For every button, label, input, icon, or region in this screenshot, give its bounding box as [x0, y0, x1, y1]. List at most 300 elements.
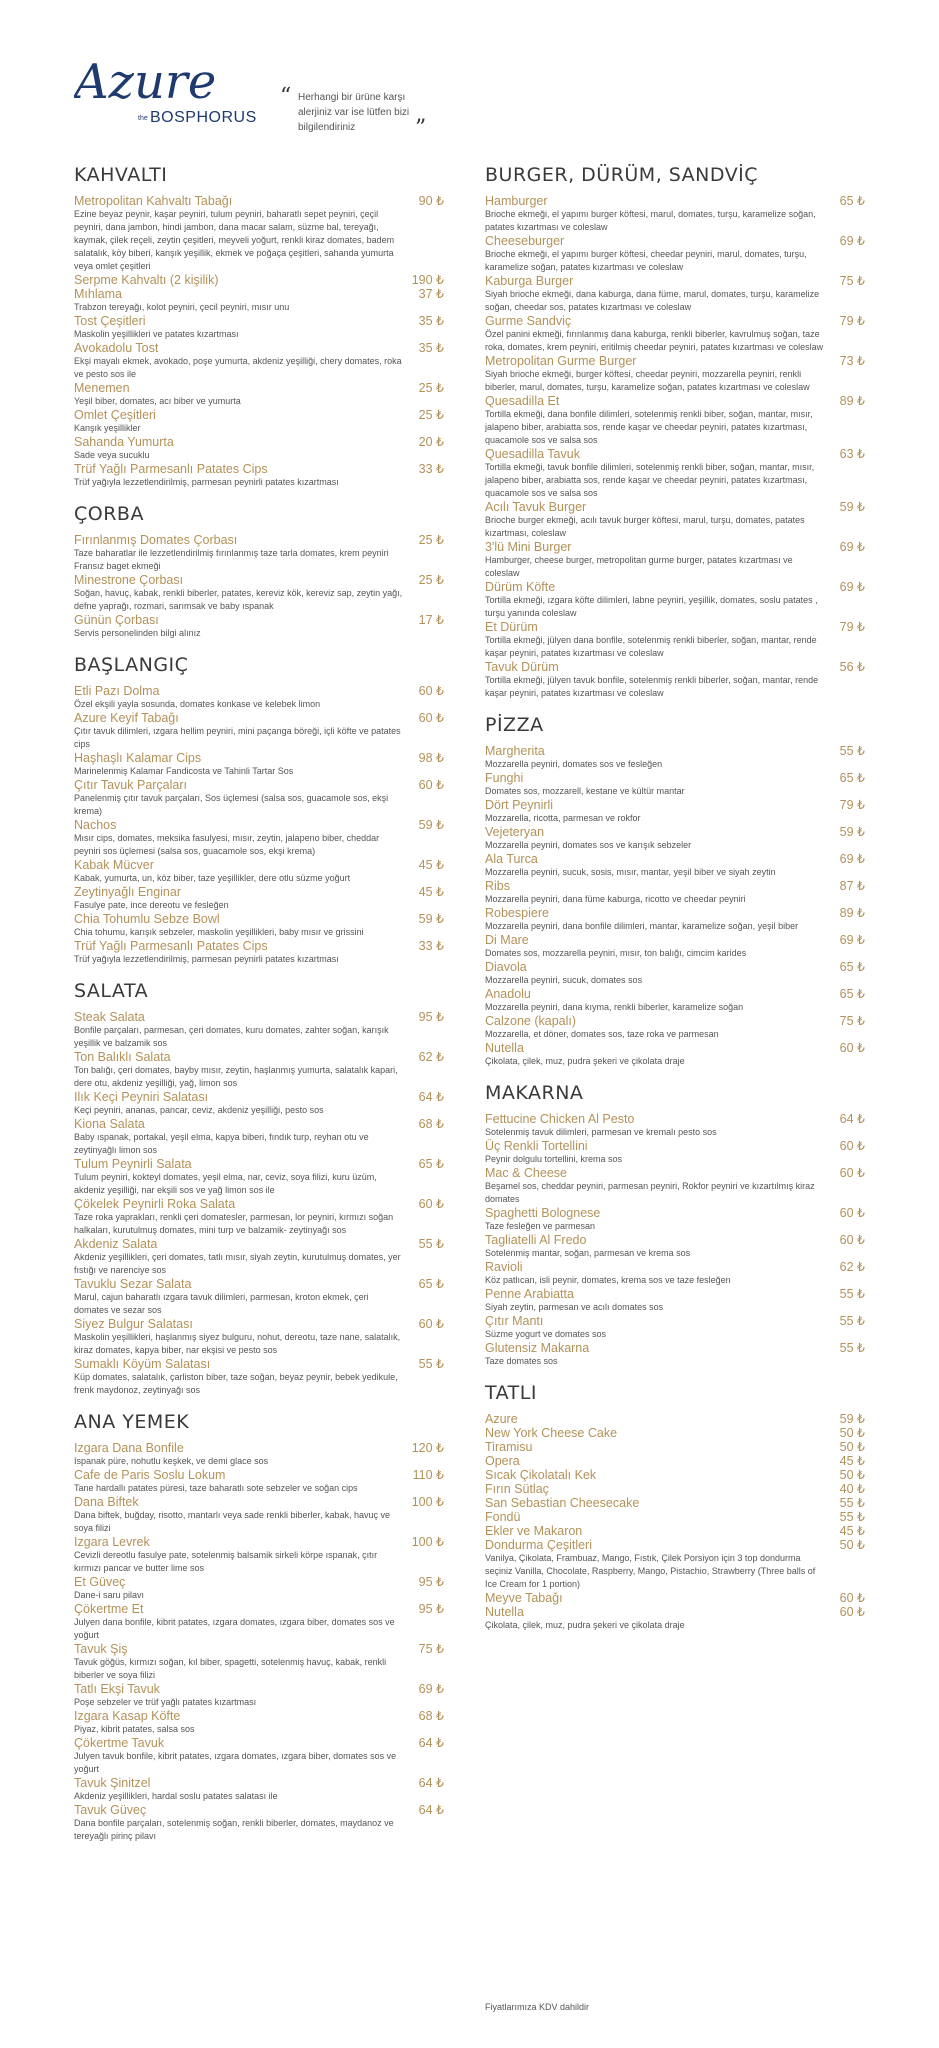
item-price: 60 ₺ — [418, 778, 444, 792]
item-name: Etli Pazı Dolma — [74, 684, 160, 698]
item-name: Zeytinyağlı Enginar — [74, 885, 182, 899]
item-name: Tavuk Dürüm — [485, 660, 559, 674]
item-price: 62 ₺ — [418, 1050, 444, 1064]
item-price: 56 ₺ — [839, 660, 865, 674]
item-price: 55 ₺ — [839, 1314, 865, 1328]
item-description: Taze domates sos — [485, 1356, 558, 1366]
item-price: 45 ₺ — [839, 1454, 865, 1468]
item-name: Vejeteryan — [485, 825, 545, 839]
menu-item — [74, 1197, 444, 1237]
menu-item — [74, 408, 444, 435]
item-name: Sumaklı Köyüm Salatası — [74, 1357, 211, 1371]
menu-item — [74, 1682, 444, 1709]
item-price: 89 ₺ — [839, 906, 865, 920]
menu-item — [485, 1112, 865, 1139]
item-price: 33 ₺ — [418, 939, 444, 953]
item-price: 95 ₺ — [418, 1602, 444, 1616]
item-description: Julyen tavuk bonfile, kibrit patates, ızgara domates, ızgara biber, domates sos ve yoğurt — [74, 1751, 397, 1774]
item-description: Tortilla ekmeği, jülyen dana bonfile, sotelenmiş renkli biberler, soğan, mantar, rende kaşar peyniri, patates kızartması ve coleslaw — [485, 635, 817, 658]
item-name: San Sebastian Cheesecake — [485, 1496, 640, 1510]
item-price: 45 ₺ — [839, 1524, 865, 1538]
item-price: 75 ₺ — [418, 1642, 444, 1656]
item-description: Sotelenmiş mantar, soğan, parmesan ve krema sos — [485, 1248, 691, 1258]
menu-item — [74, 1495, 444, 1535]
item-description: Trüf yağıyla lezzetlendirilmiş, parmesan peynirli patates kızartması — [74, 954, 339, 964]
item-description: Maskolin yeşillikleri, haşlanmış siyez bulguru, nohut, dereotu, taze nane, salatalık, kiraz domates, kapya biber, nar ekşisi ve pesto sos — [74, 1332, 401, 1355]
item-name: Ekler ve Makaron — [485, 1524, 583, 1538]
item-price: 17 ₺ — [418, 613, 444, 627]
item-price: 65 ₺ — [418, 1277, 444, 1291]
item-description: Mozzarella peyniri, sucuk, domates sos — [485, 975, 643, 985]
item-name: Et Güveç — [74, 1575, 126, 1589]
menu-item — [485, 500, 865, 540]
item-description: Akdeniz yeşillikleri, çeri domates, tatlı mısır, siyah zeytin, kurutulmuş domates, yer fıstığı ve narenciye sos — [74, 1252, 401, 1275]
menu-item — [485, 354, 865, 394]
item-description: Tortilla ekmeği, jülyen tavuk bonfile, sotelenmiş renkli biberler, soğan, mantar, rende kaşar peyniri, patates kızartması ve coleslaw — [485, 675, 819, 698]
item-name: Penne Arabiatta — [485, 1287, 574, 1301]
menu-item — [485, 1287, 865, 1314]
item-description: Maskolin yeşillikleri ve patates kızartması — [74, 329, 239, 339]
menu-item — [74, 912, 444, 939]
item-price: 60 ₺ — [839, 1206, 865, 1220]
item-name: Azure Keyif Tabağı — [74, 711, 179, 725]
item-description: Tortilla ekmeği, tavuk bonfile dilimleri, sotelenmiş renkli biber, soğan, mantar, mısır, jalapeno biber, arabiatta sos, rende kaşar ve cheedar peyniri, patates kızartması, quacamole sos ve salsa sos — [485, 462, 815, 498]
item-name: Cafe de Paris Soslu Lokum — [74, 1468, 226, 1482]
menu-section — [74, 654, 444, 966]
menu-item — [485, 194, 865, 234]
item-name: Fırın Sütlaç — [485, 1482, 549, 1496]
item-price: 64 ₺ — [418, 1736, 444, 1750]
allergy-notice — [280, 84, 430, 141]
item-price: 64 ₺ — [839, 1112, 865, 1126]
menu-item — [74, 778, 444, 818]
item-price: 20 ₺ — [418, 435, 444, 449]
item-description: Mozzarella, ricotta, parmesan ve rokfor — [485, 813, 641, 823]
menu-section — [74, 164, 444, 489]
item-price: 190 ₺ — [411, 273, 444, 287]
menu-item — [74, 1642, 444, 1682]
menu-item — [74, 273, 444, 287]
menu-item — [485, 274, 865, 314]
allergy-text: Herhangi bir ürüne karşı alerjiniz var ise lütfen bizi bilgilendiriniz — [298, 92, 410, 133]
menu-item — [485, 1139, 865, 1166]
menu-item — [485, 620, 865, 660]
menu-section — [485, 1082, 865, 1368]
item-price: 79 ₺ — [839, 620, 865, 634]
menu-item — [74, 1709, 444, 1736]
item-price: 69 ₺ — [839, 234, 865, 248]
item-price: 60 ₺ — [418, 711, 444, 725]
menu-item — [74, 1602, 444, 1642]
item-price: 89 ₺ — [839, 394, 865, 408]
item-price: 65 ₺ — [839, 987, 865, 1001]
item-description: Çikolata, çilek, muz, pudra şekeri ve çikolata draje — [485, 1056, 685, 1066]
menu-item — [485, 1538, 865, 1591]
item-price: 59 ₺ — [839, 500, 865, 514]
menu-item — [485, 447, 865, 500]
menu-item — [74, 1010, 444, 1050]
item-description: Ton balığı, çeri domates, bayby mısır, zeytin, haşlanmış yumurta, salatalık kapari, dere otu, akdeniz yeşilliği, yağ, limon sos — [74, 1065, 398, 1088]
item-name: Izgara Levrek — [74, 1535, 150, 1549]
item-description: Mozzarella peyniri, domates sos ve karışık sebzeler — [485, 840, 692, 850]
item-price: 60 ₺ — [418, 1197, 444, 1211]
menu-item — [74, 381, 444, 408]
item-description: Taze baharatlar ile lezzetlendirilmiş fırınlanmış taze tarla domates, krem peyniri Fransız baget ekmeği — [74, 548, 389, 571]
brand-sub-small: the — [138, 115, 148, 122]
menu-item — [74, 573, 444, 613]
item-description: Taze roka yaprakları, renkli çeri domatesler, parmesan, lor peyniri, kırmızı soğan halkaları, kurutulmuş domates, mini turp ve balzamik- zeytinyağı sos — [74, 1212, 394, 1235]
item-price: 64 ₺ — [418, 1776, 444, 1790]
item-name: Kabak Mücver — [74, 858, 154, 872]
item-description: Tavuk göğüs, kırmızı soğan, kıl biber, spagetti, sotelenmiş havuç, kabak, renkli biberler ve soya filizi — [74, 1657, 387, 1680]
item-name: Sıcak Çikolatalı Kek — [485, 1468, 597, 1482]
item-description: Kabak, yumurta, un, köz biber, taze yeşillikler, dere otlu süzme yoğurt — [74, 873, 351, 883]
item-name: Ala Turca — [485, 852, 538, 866]
item-description: Servis personelinden bilgi alınız — [74, 628, 201, 638]
item-description: Marinelenmiş Kalamar Fandicosta ve Tahinli Tartar Sos — [74, 766, 294, 776]
item-description: Siyah zeytin, parmesan ve acılı domates sos — [485, 1302, 664, 1312]
menu-item — [74, 1090, 444, 1117]
item-name: Tatlı Ekşi Tavuk — [74, 1682, 160, 1696]
item-description: Baby ıspanak, portakal, yeşil elma, kapya biberi, fındık turp, reyhan otu ve zeytinyağlı limon sos — [74, 1132, 369, 1155]
menu-item — [485, 1524, 865, 1538]
item-name: Et Dürüm — [485, 620, 538, 634]
item-name: Sahanda Yumurta — [74, 435, 174, 449]
item-price: 55 ₺ — [418, 1237, 444, 1251]
item-price: 50 ₺ — [839, 1468, 865, 1482]
item-name: Tavuk Güveç — [74, 1803, 147, 1817]
item-price: 25 ₺ — [418, 381, 444, 395]
item-name: Tost Çeşitleri — [74, 314, 146, 328]
item-description: Trabzon tereyağı, kolot peyniri, çecil peyniri, mısır unu — [74, 302, 290, 312]
item-description: Panelenmiş çıtır tavuk parçaları, Sos üçlemesi (salsa sos, guacamole sos, ekşi krema) — [74, 793, 389, 816]
left-column — [74, 150, 444, 1857]
item-description: Mozzarella peyniri, dana füme kaburga, ricotto ve cheedar peyniri — [485, 894, 746, 904]
item-description: Mısır cips, domates, meksika fasulyesi, mısır, zeytin, jalapeno biber, cheddar peyniri sos üçlemesi (salsa sos, guacamole sos, ekşi krema) — [74, 833, 380, 856]
item-name: Quesadilla Tavuk — [485, 447, 580, 461]
item-price: 55 ₺ — [839, 744, 865, 758]
item-description: Köz patlıcan, isli peynir, domates, krema sos ve taze fesleğen — [485, 1275, 731, 1285]
menu-item — [485, 314, 865, 354]
section-title: ANA YEMEK — [74, 1411, 190, 1433]
item-description: Mozzarella, et döner, domates sos, taze roka ve parmesan — [485, 1029, 719, 1039]
item-description: Dane-i saru pilavı — [74, 1590, 145, 1600]
item-price: 75 ₺ — [839, 274, 865, 288]
quote-open: “ — [280, 84, 292, 109]
item-name: Serpme Kahvaltı (2 kişilik) — [74, 273, 219, 287]
item-price: 45 ₺ — [418, 858, 444, 872]
menu-item — [485, 879, 865, 906]
item-price: 55 ₺ — [839, 1287, 865, 1301]
item-description: Trüf yağıyla lezzetlendirilmiş, parmesan peynirli patates kızartması — [74, 477, 339, 487]
menu-item — [74, 1776, 444, 1803]
item-price: 65 ₺ — [839, 771, 865, 785]
brand-logo — [74, 50, 274, 130]
item-name: Kiona Salata — [74, 1117, 145, 1131]
menu-item — [485, 1440, 865, 1454]
menu-item — [485, 1510, 865, 1524]
item-name: Glutensiz Makarna — [485, 1341, 590, 1355]
item-description: Kanşık yeşillikler — [74, 423, 141, 433]
menu-item — [485, 1605, 865, 1632]
item-name: 3'lü Mini Burger — [485, 540, 572, 554]
menu-item — [74, 751, 444, 778]
menu-item — [74, 939, 444, 966]
item-description: Soğan, havuç, kabak, renkli biberler, patates, kereviz kök, kereviz sap, zeytin yağı, defne yaprağı, rozmari, sarımsak ve baby ıspanak — [74, 588, 403, 611]
brand-sub: BOSPHORUS — [150, 109, 257, 126]
item-name: Fondü — [485, 1510, 521, 1524]
item-name: Opera — [485, 1454, 520, 1468]
item-name: Mac & Cheese — [485, 1166, 567, 1180]
section-title: PİZZA — [485, 714, 544, 736]
item-name: Trüf Yağlı Parmesanlı Patates Cips — [74, 462, 268, 476]
menu-item — [74, 1803, 444, 1843]
item-name: Siyez Bulgur Salatası — [74, 1317, 193, 1331]
menu-item — [485, 1412, 865, 1426]
item-description: Taze fesleğen ve parmesan — [485, 1221, 596, 1231]
item-price: 60 ₺ — [839, 1166, 865, 1180]
item-price: 64 ₺ — [418, 1803, 444, 1817]
item-name: Kaburga Burger — [485, 274, 574, 288]
menu-section — [485, 164, 865, 700]
item-name: Robespiere — [485, 906, 549, 920]
item-price: 45 ₺ — [418, 885, 444, 899]
item-name: Fırınlanmış Domates Çorbası — [74, 533, 238, 547]
item-name: Dürüm Köfte — [485, 580, 556, 594]
item-price: 25 ₺ — [418, 573, 444, 587]
menu-item — [74, 1237, 444, 1277]
item-description: Brioche ekmeği, el yapımı burger köftesi, marul, domates, turşu, karamelize soğan, patates kızartması ve coleslaw — [485, 209, 816, 232]
menu-item — [485, 1041, 865, 1068]
item-name: Quesadilla Et — [485, 394, 560, 408]
menu-item — [74, 533, 444, 573]
item-price: 79 ₺ — [839, 798, 865, 812]
footer-note: Fiyatlarımıza KDV dahildir — [485, 2002, 590, 2012]
section-title: MAKARNA — [485, 1082, 584, 1104]
item-name: Nutella — [485, 1605, 524, 1619]
item-name: Di Mare — [485, 933, 529, 947]
item-name: Ravioli — [485, 1260, 523, 1274]
menu-item — [485, 744, 865, 771]
menu-item — [74, 613, 444, 640]
item-description: Sotelenmiş tavuk dilimleri, parmesan ve kremalı pesto sos — [485, 1127, 717, 1137]
item-name: Avokadolu Tost — [74, 341, 159, 355]
item-description: Akdeniz yeşillikleri, hardal soslu patates salatası ile — [74, 1791, 278, 1801]
menu-item — [485, 960, 865, 987]
item-description: Domates sos, mozzarella peyniri, mısır, ton balığı, cimcim karides — [485, 948, 747, 958]
item-description: Tane hardallı patates püresi, taze baharatlı sote sebzeler ve soğan cips — [74, 1483, 358, 1493]
menu-item — [74, 1575, 444, 1602]
item-price: 59 ₺ — [418, 912, 444, 926]
menu-item — [485, 987, 865, 1014]
item-price: 50 ₺ — [839, 1440, 865, 1454]
menu-item — [485, 660, 865, 700]
item-description: Tulum peyniri, kokteyl domates, yeşil elma, nar, ceviz, soya filizi, kuru üzüm, akdeniz yeşilliği, nar ekşili sos ve yağ limon sos ile — [74, 1172, 377, 1195]
item-price: 60 ₺ — [839, 1605, 865, 1619]
menu-section — [74, 503, 444, 640]
menu-item — [74, 287, 444, 314]
menu-item — [74, 858, 444, 885]
item-price: 68 ₺ — [418, 1709, 444, 1723]
item-price: 69 ₺ — [839, 933, 865, 947]
item-description: Ispanak püre, nohutlu keşkek, ve demi glace sos — [74, 1456, 269, 1466]
item-name: Chia Tohumlu Sebze Bowl — [74, 912, 220, 926]
item-price: 75 ₺ — [839, 1014, 865, 1028]
menu-item — [74, 435, 444, 462]
menu-item — [74, 462, 444, 489]
item-name: Nachos — [74, 818, 117, 832]
item-description: Çıtır tavuk dilimleri, ızgara hellim peyniri, mini paçanga böreği, içli köfte ve patates cips — [74, 726, 401, 749]
item-name: Haşhaşlı Kalamar Cips — [74, 751, 202, 765]
item-price: 55 ₺ — [839, 1510, 865, 1524]
item-description: Keçi peyniri, ananas, pancar, ceviz, akdeniz yeşilliği, pesto sos — [74, 1105, 324, 1115]
item-name: Cheeseburger — [485, 234, 565, 248]
item-description: Marul, cajun baharatlı ızgara tavuk dilimleri, parmesan, kroton ekmek, çeri domates ve sezar sos — [74, 1292, 369, 1315]
item-name: Azure — [485, 1412, 518, 1426]
item-description: Tortilla ekmeği, ızgara köfte dilimleri, labne peyniri, yeşillik, domates, soslu patates , turşu yanında coleslaw — [485, 595, 818, 618]
menu-item — [74, 711, 444, 751]
menu-item — [485, 798, 865, 825]
item-name: Izgara Dana Bonfile — [74, 1441, 184, 1455]
item-price: 50 ₺ — [839, 1538, 865, 1552]
menu-item — [485, 933, 865, 960]
item-price: 33 ₺ — [418, 462, 444, 476]
item-description: Dana bonfile parçaları, sotelenmiş soğan, renkli biberler, domates, maydanoz ve tereyağlı pirinç pilavı — [74, 1818, 394, 1841]
item-description: Mozzarella peyniri, sucuk, sosis, mısır, mantar, yeşil biber ve siyah zeytin — [485, 867, 776, 877]
item-price: 98 ₺ — [418, 751, 444, 765]
item-name: Günün Çorbası — [74, 613, 159, 627]
item-description: Julyen dana bonfile, kibrit patates, ızgara domates, ızgara biber, domates sos ve yoğurt — [74, 1617, 395, 1640]
item-name: Izgara Kasap Köfte — [74, 1709, 181, 1723]
item-name: Meyve Tabağı — [485, 1591, 563, 1605]
item-name: Acılı Tavuk Burger — [485, 500, 587, 514]
item-description: Süzme yogurt ve domates sos — [485, 1329, 607, 1339]
menu-section — [485, 714, 865, 1068]
item-price: 68 ₺ — [418, 1117, 444, 1131]
item-name: Fettucine Chicken Al Pesto — [485, 1112, 635, 1126]
item-price: 65 ₺ — [839, 960, 865, 974]
item-price: 40 ₺ — [839, 1482, 865, 1496]
item-description: Ekşi mayalı ekmek, avokado, poşe yumurta, akdeniz yeşilliği, chery domates, roka ve pesto sos ile — [74, 356, 402, 379]
item-price: 73 ₺ — [839, 354, 865, 368]
item-description: Mozzarella peyniri, dana bonfile dilimleri, mantar, karamelize soğan, yeşil biber — [485, 921, 799, 931]
item-name: Ilık Keçi Peyniri Salatası — [74, 1090, 209, 1104]
item-name: Tagliatelli Al Fredo — [485, 1233, 587, 1247]
section-title: KAHVALTI — [74, 164, 168, 186]
menu-item — [74, 1357, 444, 1397]
menu-item — [74, 1277, 444, 1317]
item-description: Mozzarella peyniri, dana kıyma, renkli biberler, karamelize soğan — [485, 1002, 744, 1012]
item-name: Steak Salata — [74, 1010, 145, 1024]
item-name: Anadolu — [485, 987, 531, 1001]
item-description: Brioche ekmeği, el yapımı burger köftesi, cheedar peyniri, marul, domates, turşu, karamelize soğan, patates kızartması ve coleslaw — [485, 249, 807, 272]
menu-item — [485, 1482, 865, 1496]
item-price: 120 ₺ — [411, 1441, 444, 1455]
item-description: Özel panini ekmeği, fırınlanmış dana kaburga, renkli biberler, kavrulmuş soğan, taze roka, domates, krem peyniri, eritilmiş cheedar peyniri, patates kızartması ve coleslaw — [485, 329, 824, 352]
menu-item — [485, 1206, 865, 1233]
item-name: Funghi — [485, 771, 524, 785]
menu-item — [485, 540, 865, 580]
item-description: Tortilla ekmeği, dana bonfile dilimleri, sotelenmiş renkli biber, soğan, mantar, mısır, jalapeno biber, arabiatta sos, rende kaşar ve cheedar peyniri, patates kızartması, quacamole sos ve salsa sos — [485, 409, 813, 445]
item-description: Küp domates, salatalık, çarliston biber, taze soğan, beyaz peynir, bebek yedikule, frenk maydonoz, zeytinyağı sos — [74, 1372, 398, 1395]
item-price: 95 ₺ — [418, 1575, 444, 1589]
item-name: New York Cheese Cake — [485, 1426, 618, 1440]
item-name: Dondurma Çeşitleri — [485, 1538, 592, 1552]
item-name: Spaghetti Bolognese — [485, 1206, 601, 1220]
menu-item — [74, 1050, 444, 1090]
item-name: Ribs — [485, 879, 511, 893]
menu-item — [485, 234, 865, 274]
item-price: 69 ₺ — [839, 540, 865, 554]
item-name: Çökertme Et — [74, 1602, 144, 1616]
item-description: Mozzarella peyniri, domates sos ve fesleğen — [485, 759, 663, 769]
menu-item — [74, 1535, 444, 1575]
item-description: Brioche burger ekmeği, acılı tavuk burger köftesi, marul, turşu, domates, patates kızartması, coleslaw — [485, 515, 805, 538]
item-price: 69 ₺ — [839, 580, 865, 594]
item-price: 60 ₺ — [839, 1139, 865, 1153]
item-description: Çikolata, çilek, muz, pudra şekeri ve çikolata draje — [485, 1620, 685, 1630]
item-price: 65 ₺ — [418, 1157, 444, 1171]
menu-item — [485, 1468, 865, 1482]
menu-item — [485, 771, 865, 798]
item-name: Metropolitan Kahvaltı Tabağı — [74, 194, 233, 208]
item-description: Bonfile parçaları, parmesan, çeri domates, kuru domates, zahter soğan, karışık yeşillik ve balzamik sos — [74, 1025, 389, 1048]
menu-item — [485, 1341, 865, 1368]
item-description: Dana biftek, buğday, risotto, mantarlı veya sade renkli biberler, kabak, havuç ve soya filizi — [74, 1510, 391, 1533]
item-name: Metropolitan Gurme Burger — [485, 354, 637, 368]
item-price: 59 ₺ — [839, 825, 865, 839]
item-name: Akdeniz Salata — [74, 1237, 158, 1251]
menu-section — [74, 980, 444, 1397]
right-column — [485, 150, 865, 1646]
item-description: Özel ekşili yayla sosunda, domates konkase ve kelebek limon — [74, 699, 321, 709]
item-name: Çökertme Tavuk — [74, 1736, 165, 1750]
item-name: Mıhlama — [74, 287, 122, 301]
item-name: Tavuk Şiş — [74, 1642, 128, 1656]
item-description: Domates sos, mozzarell, kestane ve kültür mantar — [485, 786, 685, 796]
item-name: Calzone (kapalı) — [485, 1014, 577, 1028]
item-price: 110 ₺ — [412, 1468, 444, 1482]
item-name: Margherita — [485, 744, 545, 758]
item-name: Hamburger — [485, 194, 548, 208]
item-price: 55 ₺ — [839, 1341, 865, 1355]
item-price: 59 ₺ — [418, 818, 444, 832]
item-description: Cevizli dereotlu fasulye pate, sotelenmiş balsamik sirkeli körpe ıspanak, çıtır kırmızı pancar ve butter lime sos — [74, 1550, 378, 1573]
item-price: 100 ₺ — [411, 1495, 444, 1509]
item-name: Gurme Sandviç — [485, 314, 572, 328]
item-price: 69 ₺ — [839, 852, 865, 866]
section-title: SALATA — [74, 980, 149, 1002]
item-name: Çökelek Peynirli Roka Salata — [74, 1197, 236, 1211]
menu-item — [485, 1014, 865, 1041]
menu-item — [485, 1166, 865, 1206]
item-price: 79 ₺ — [839, 314, 865, 328]
menu-item — [485, 1260, 865, 1287]
menu-item — [74, 194, 444, 273]
item-name: Tiramisu — [485, 1440, 533, 1454]
menu-item — [74, 1736, 444, 1776]
item-description: Siyah brioche ekmeği, dana kaburga, dana füme, marul, domates, turşu, karamelize soğan, cheedar sos, patates kızartması ve coleslaw — [485, 289, 820, 312]
item-price: 60 ₺ — [839, 1233, 865, 1247]
item-name: Menemen — [74, 381, 130, 395]
item-name: Minestrone Çorbası — [74, 573, 184, 587]
section-title: ÇORBA — [74, 503, 144, 525]
item-description: Ezine beyaz peynir, kaşar peyniri, tulum peyniri, baharatlı sepet peyniri, çeçil peyniri, dana jambon, hindi jambon, dana macar salam, süzme bal, tereyağı, kaymak, çilek reçeli, zeytin çeşitleri, meyveli yoğurt, renkli kiraz domates, badem salatalık, köy biberi, kanşık yeşillik, ekmek ve poğaça çeşitleri, sahanda yumurta veya omlet çeşitleri — [74, 209, 395, 271]
item-description: Fasulye pate, ince dereotu ve fesleğen — [74, 900, 229, 910]
item-price: 64 ₺ — [418, 1090, 444, 1104]
item-price: 25 ₺ — [418, 533, 444, 547]
item-name: Omlet Çeşitleri — [74, 408, 156, 422]
